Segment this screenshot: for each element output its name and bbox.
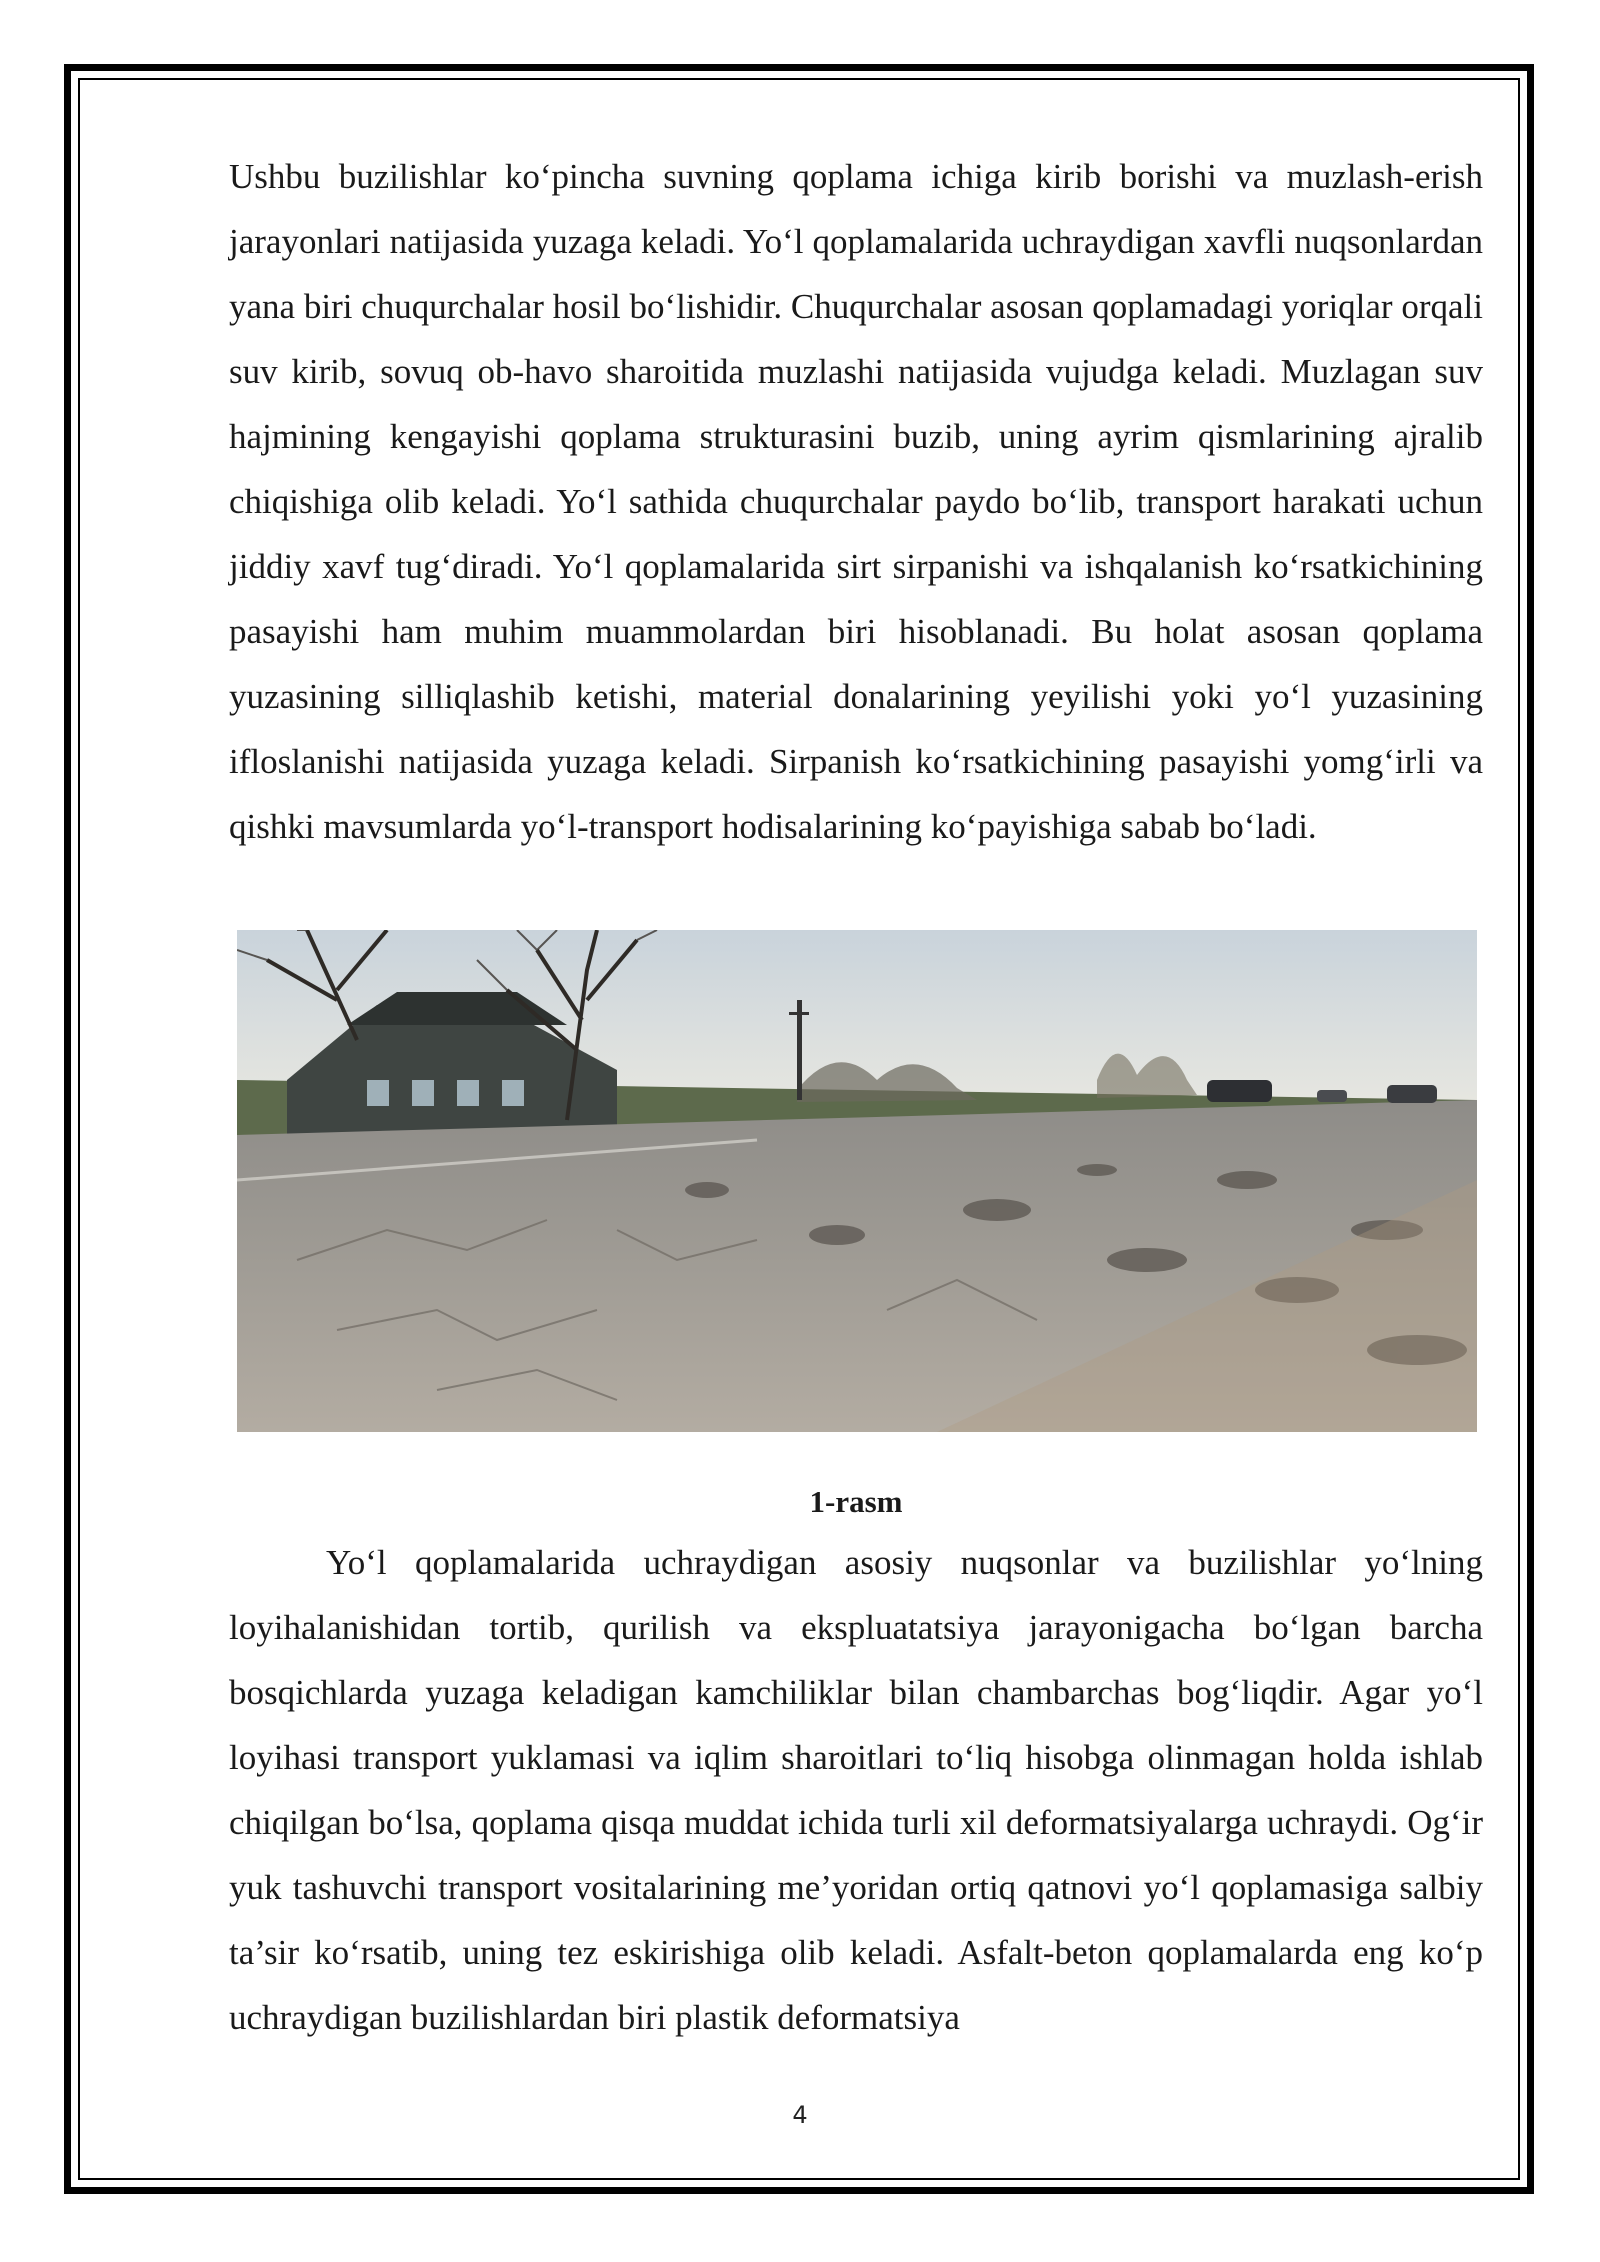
- paragraph-road-defects-causes: Yo‘l qoplamalarida uchraydigan asosiy nuqsonlar va buzilishlar yo‘lning loyihalanishidan tortib, qurilish va ekspluatatsiya jarayonigacha bo‘lgan barcha bosqichlarda yuzaga keladigan kamchiliklar bilan chambarchas bog‘liqdir. Agar yo‘l loyihasi transport yuklamasi va iqlim sharoitlari to‘liq hisobga olinmagan holda ishlab chiqilgan bo‘lsa, qoplama qisqa muddat ichida turli xil deformatsiyalarga uchraydi. Og‘ir yuk tashuvchi transport vositalarining me’yoridan ortiq qatnovi yo‘l qoplamasiga salbiy ta’sir ko‘rsatib, uning tez eskirishiga olib keladi. Asfalt-beton qoplamalarda eng ko‘p uchraydigan buzilishlardan biri plastik deformatsiya: [229, 1543, 1483, 2037]
- figure-damaged-road-photo: [237, 930, 1477, 1432]
- page-number: 4: [792, 2101, 808, 2129]
- paragraph-road-defects-potholes: Ushbu buzilishlar ko‘pincha suvning qoplama ichiga kirib borishi va muzlash-erish jarayonlari natijasida yuzaga keladi. Yo‘l qoplamalarida uchraydigan xavfli nuqsonlardan yana biri chuqurchalar hosil bo‘lishidir. Chuqurchalar asosan qoplamadagi yoriqlar orqali suv kirib, sovuq ob-havo sharoitida muzlashi natijasida vujudga keladi. Muzlagan suv hajmining kengayishi qoplama strukturasini buzib, uning ayrim qismlarining ajralib chiqishiga olib keladi. Yo‘l sathida chuqurchalar paydo bo‘lib, transport harakati uchun jiddiy xavf tug‘diradi. Yo‘l qoplamalarida sirt sirpanishi va ishqalanish ko‘rsatkichining pasayishi ham muhim muammolardan biri hisoblanadi. Bu holat asosan qoplama yuzasining silliqlashib ketishi, material donalarining yeyilishi yoki yo‘l yuzasining ifloslanishi natijasida yuzaga keladi. Sirpanish ko‘rsatkichining pasayishi yomg‘irli va qishki mavsumlarda yo‘l-transport hodisalarining ko‘payishiga sabab bo‘ladi.: [229, 157, 1483, 846]
- figure-caption: 1-rasm: [809, 1484, 903, 1519]
